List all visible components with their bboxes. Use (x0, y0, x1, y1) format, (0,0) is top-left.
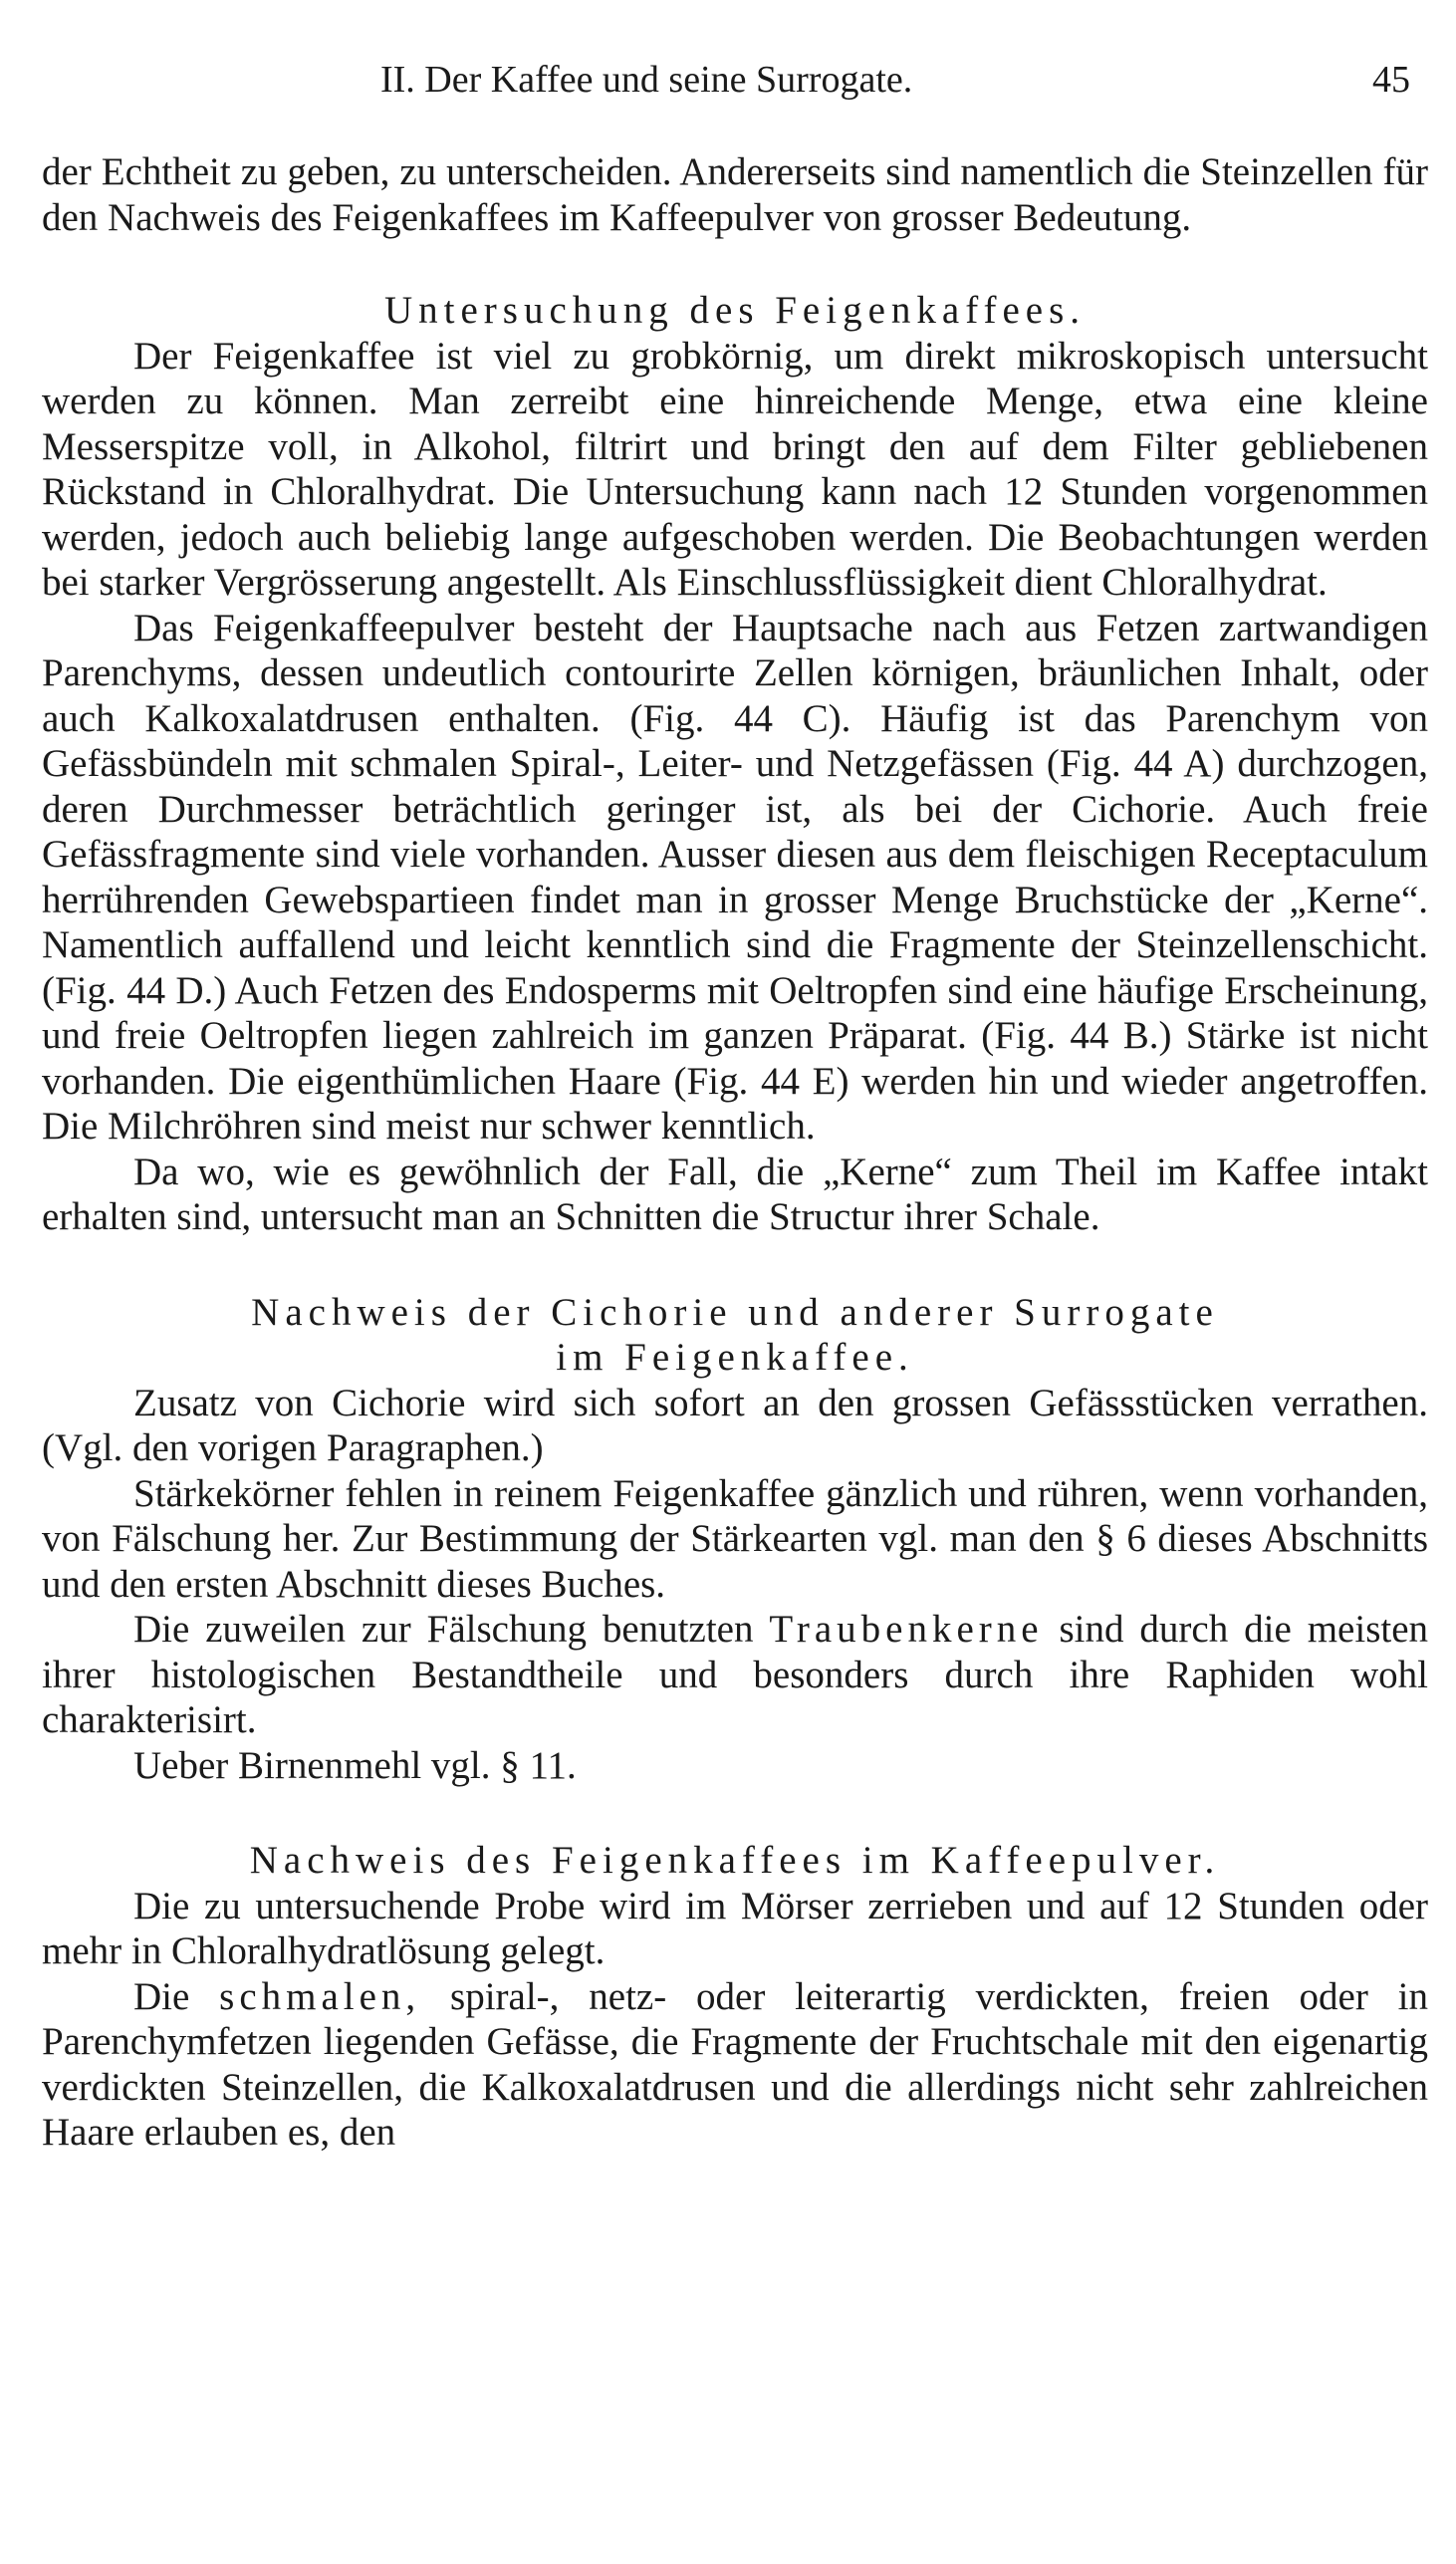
text-run: Die zuweilen zur Fälschung benutzten (133, 1608, 754, 1651)
section-heading-untersuchung: Untersuchung des Feigenkaffees. (383, 289, 1087, 332)
paragraph-probe: Die zu untersuchende Probe wird im Mörser zerrieben und auf 12 Stunden oder mehr in Chloralhydratlösung gelegt. (42, 1884, 1428, 1972)
paragraph-continuation: der Echtheit zu geben, zu unterscheiden. Andererseits sind namentlich die Steinzellen für den Nachweis des Feigenkaffees im Kaffeepulver von grosser Bedeutung. (42, 150, 1428, 239)
paragraph-traubenkerne (42, 1607, 1428, 1743)
paragraph-powder-description: Das Feigenkaffeepulver besteht der Hauptsache nach aus Fetzen zartwandigen Parenchyms, dessen undeutlich contourirte Zellen körnigen, bräunlichen Inhalt, oder auch Kalkoxalatdrusen enthalten. (Fig. 44 C). Häufig ist das Parenchym von Gefässbündeln mit schmalen Spiral-, Leiter- und Netzgefässen (Fig. 44 A) durchzogen, deren Durchmesser beträchtlich geringer ist, als bei der Cichorie. Auch freie Gefässfragmente sind viele vorhanden. Ausser diesen aus dem fleischigen Receptaculum herrührenden Gewebspartieen findet man in grosser Menge Bruchstücke der „Kerne“. Namentlich auffallend und leicht kenntlich sind die Fragmente der Steinzellenschicht. (Fig. 44 D.) Auch Fetzen des Endosperms mit Oeltropfen sind eine häufige Erscheinung, und freie Oeltropfen liegen zahlreich im ganzen Präparat. (Fig. 44 B.) Stärke ist nicht vorhanden. Die eigenthümlichen Haare (Fig. 44 E) werden hin und wieder angetroffen. Die Milchröhren sind meist nur schwer kenntlich. (42, 606, 1428, 1148)
text-run: spiral-, netz- oder leiterartig verdickten, freien oder in Parenchymfetzen liegenden Gefässe, die Fragmente der Fruchtschale mit den eigenartig verdickten Steinzellen, die Kalkoxalatdrusen und die allerdings nicht sehr zahlreichen Haare erlauben es, den (42, 1974, 1429, 2154)
running-head (42, 58, 1428, 102)
page-number: 45 (1372, 59, 1410, 101)
running-title: II. Der Kaffee und seine Surrogate. (380, 59, 913, 101)
text-run: sind durch die meisten ihrer histologischen Bestandtheile und besonders durch ihre Raphiden wohl charakterisirt. (42, 1608, 1429, 1741)
paragraph-kerne: Da wo, wie es gewöhnlich der Fall, die „Kerne“ zum Theil im Kaffee intakt erhalten sind, untersucht man an Schnitten die Structur ihrer Schale. (42, 1150, 1428, 1238)
text-run: Die (133, 1974, 190, 2018)
paragraph-birnenmehl: Ueber Birnenmehl vgl. § 11. (133, 1743, 577, 1787)
paragraph-cichorie: Zusatz von Cichorie wird sich sofort an den grossen Gefässstücken verrathen. (Vgl. den vorigen Paragraphen.) (42, 1381, 1428, 1469)
section-heading-cichorie-line2: im Feigenkaffee. (556, 1336, 914, 1379)
paragraph-preparation: Der Feigenkaffee ist viel zu grobkörnig, um direkt mikroskopisch untersucht werden zu können. Man zerreibt eine hinreichende Menge, etwa eine kleine Messerspitze voll, in Alkohol, filtrirt und bringt den auf dem Filter gebliebenen Rückstand in Chloralhydrat. Die Untersuchung kann nach 12 Stunden vorgenommen werden, jedoch auch beliebig lange aufgeschoben werden. Die Beobachtungen werden bei starker Vergrösserung angestellt. Als Einschlussflüssigkeit dient Chloralhydrat. (42, 334, 1428, 604)
paragraph-gefaesse (42, 1974, 1428, 2156)
section-heading-cichorie-line1: Nachweis der Cichorie und anderer Surrogate (251, 1290, 1219, 1334)
spaced-term-schmalen: schmalen, (219, 1974, 421, 2018)
section-heading-kaffeepulver: Nachweis des Feigenkaffees im Kaffeepulver. (249, 1839, 1221, 1882)
paragraph-staerke: Stärkekörner fehlen in reinem Feigenkaffee gänzlich und rühren, wenn vorhanden, von Fälschung her. Zur Bestimmung der Stärkearten vgl. man den § 6 dieses Abschnitts und den ersten Abschnitt dieses Buches. (42, 1471, 1428, 1606)
spaced-term-traubenkerne: Traubenkerne (769, 1608, 1044, 1651)
